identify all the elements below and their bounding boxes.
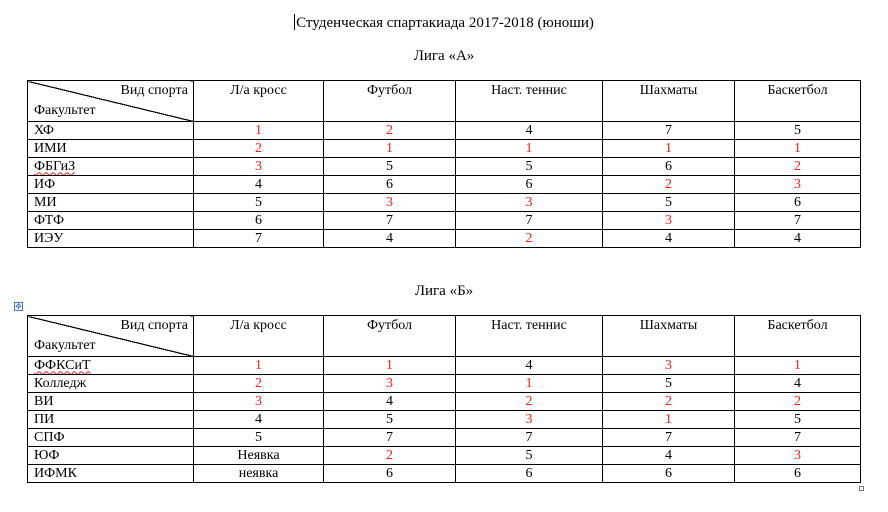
place-cell[interactable]: 7 — [324, 212, 456, 230]
place-cell[interactable]: 6 — [735, 465, 861, 483]
faculty-cell[interactable] — [28, 140, 194, 158]
faculty-cell[interactable] — [28, 429, 194, 447]
faculty-name: ФФКСиТ — [34, 357, 91, 373]
resize-handle-icon[interactable] — [859, 486, 864, 491]
place-cell[interactable]: 2 — [194, 140, 324, 158]
faculty-cell[interactable] — [28, 465, 194, 483]
table-row — [28, 212, 861, 230]
place-cell[interactable]: 2 — [735, 158, 861, 176]
faculty-cell[interactable] — [28, 393, 194, 411]
table-row — [28, 429, 861, 447]
faculty-name: ХФ — [34, 122, 54, 138]
faculty-name: ПИ — [34, 411, 55, 427]
sport-header-label: Вид спорта — [120, 318, 188, 333]
place-cell[interactable]: 5 — [735, 411, 861, 429]
place-cell[interactable]: 4 — [324, 230, 456, 248]
place-cell[interactable]: 3 — [194, 158, 324, 176]
place-cell[interactable]: 7 — [194, 230, 324, 248]
document-title: Студенческая спартакиада 2017-2018 (юноши) — [296, 15, 594, 31]
place-cell[interactable]: 3 — [603, 357, 735, 375]
place-cell[interactable]: 3 — [324, 375, 456, 393]
header-row — [28, 81, 861, 122]
place-cell[interactable]: 6 — [194, 212, 324, 230]
column-header[interactable]: Баскетбол — [735, 316, 861, 357]
faculty-header-label: Факультет — [34, 338, 96, 353]
table-row — [28, 393, 861, 411]
faculty-name: МИ — [34, 194, 57, 210]
faculty-name: ВИ — [34, 393, 54, 409]
table-row — [28, 357, 861, 375]
place-cell[interactable]: 3 — [456, 194, 603, 212]
place-cell[interactable]: 5 — [194, 194, 324, 212]
place-cell[interactable]: 2 — [735, 393, 861, 411]
faculty-name: Колледж — [34, 375, 87, 391]
place-cell[interactable]: 2 — [324, 447, 456, 465]
text-cursor — [294, 14, 295, 30]
place-cell[interactable]: 7 — [735, 429, 861, 447]
place-cell[interactable]: 4 — [324, 393, 456, 411]
faculty-cell[interactable] — [28, 447, 194, 465]
place-cell[interactable]: 4 — [456, 357, 603, 375]
place-cell[interactable]: 1 — [735, 140, 861, 158]
place-cell[interactable]: 7 — [324, 429, 456, 447]
place-cell[interactable]: 7 — [603, 429, 735, 447]
column-header[interactable]: Наст. теннис — [456, 81, 603, 122]
place-cell[interactable]: 4 — [194, 176, 324, 194]
place-cell[interactable]: 1 — [194, 357, 324, 375]
faculty-name: ФТФ — [34, 212, 65, 228]
place-cell[interactable]: 2 — [194, 375, 324, 393]
place-cell[interactable]: 6 — [603, 465, 735, 483]
faculty-name: ИЭУ — [34, 230, 64, 246]
place-cell[interactable]: 3 — [194, 393, 324, 411]
place-cell[interactable]: 6 — [735, 194, 861, 212]
place-cell[interactable]: 5 — [456, 447, 603, 465]
table-row — [28, 122, 861, 140]
column-header[interactable]: Футбол — [324, 81, 456, 122]
table-row — [28, 158, 861, 176]
league-a-title: Лига «А» — [413, 48, 475, 64]
table-row — [28, 447, 861, 465]
faculty-cell[interactable] — [28, 176, 194, 194]
table-row — [28, 375, 861, 393]
place-cell[interactable]: 4 — [603, 447, 735, 465]
header-row — [28, 316, 861, 357]
place-cell[interactable]: 3 — [456, 411, 603, 429]
table-row — [28, 465, 861, 483]
place-cell[interactable]: 1 — [456, 140, 603, 158]
place-cell[interactable]: 3 — [735, 176, 861, 194]
place-cell[interactable]: неявка — [194, 465, 324, 483]
column-header[interactable]: Шахматы — [603, 316, 735, 357]
league-b-table[interactable] — [27, 315, 861, 483]
faculty-cell[interactable] — [28, 411, 194, 429]
place-cell[interactable]: 6 — [603, 158, 735, 176]
diagonal-header-cell[interactable] — [28, 81, 194, 122]
column-header[interactable]: Л/а кросс — [194, 81, 324, 122]
column-header[interactable]: Баскетбол — [735, 81, 861, 122]
sport-header-label: Вид спорта — [120, 83, 188, 98]
league-b-title: Лига «Б» — [414, 283, 474, 299]
table-row — [28, 411, 861, 429]
faculty-cell[interactable] — [28, 230, 194, 248]
place-cell[interactable]: 3 — [324, 194, 456, 212]
column-header[interactable]: Футбол — [324, 316, 456, 357]
place-cell[interactable]: 4 — [603, 230, 735, 248]
faculty-cell[interactable] — [28, 357, 194, 375]
table-row — [28, 230, 861, 248]
faculty-cell[interactable] — [28, 122, 194, 140]
place-cell[interactable]: 5 — [194, 429, 324, 447]
place-cell[interactable]: 2 — [603, 176, 735, 194]
faculty-cell[interactable] — [28, 375, 194, 393]
faculty-cell[interactable] — [28, 212, 194, 230]
place-cell[interactable]: 7 — [456, 212, 603, 230]
place-cell[interactable]: 5 — [735, 122, 861, 140]
table-row — [28, 140, 861, 158]
place-cell[interactable]: 6 — [324, 465, 456, 483]
place-cell[interactable]: 7 — [603, 122, 735, 140]
faculty-cell[interactable] — [28, 158, 194, 176]
place-cell[interactable]: 2 — [456, 393, 603, 411]
faculty-cell[interactable] — [28, 194, 194, 212]
place-cell[interactable]: 6 — [456, 176, 603, 194]
faculty-name: ИФМК — [34, 465, 77, 481]
faculty-name: ЮФ — [34, 447, 60, 463]
move-handle-icon[interactable]: ✥ — [15, 302, 22, 311]
place-cell[interactable]: 6 — [456, 465, 603, 483]
table-row — [28, 194, 861, 212]
faculty-header-label: Факультет — [34, 103, 96, 118]
place-cell[interactable]: 4 — [194, 411, 324, 429]
place-cell[interactable]: 3 — [603, 212, 735, 230]
column-header[interactable]: Шахматы — [603, 81, 735, 122]
place-cell[interactable]: 3 — [735, 447, 861, 465]
faculty-name: ИФ — [34, 176, 56, 192]
place-cell[interactable]: 5 — [603, 194, 735, 212]
faculty-name: ИМИ — [34, 140, 67, 156]
place-cell[interactable]: 5 — [324, 411, 456, 429]
place-cell[interactable]: 1 — [324, 357, 456, 375]
diagonal-header-cell[interactable] — [28, 316, 194, 357]
faculty-name: ФБГиЗ — [34, 158, 76, 174]
column-header[interactable]: Л/а кросс — [194, 316, 324, 357]
place-cell[interactable]: 1 — [456, 375, 603, 393]
place-cell[interactable]: 2 — [456, 230, 603, 248]
table-row — [28, 176, 861, 194]
place-cell[interactable]: 5 — [603, 375, 735, 393]
place-cell[interactable]: 4 — [735, 375, 861, 393]
place-cell[interactable]: 2 — [324, 122, 456, 140]
place-cell[interactable]: 1 — [603, 140, 735, 158]
place-cell[interactable]: 4 — [735, 230, 861, 248]
place-cell[interactable]: 1 — [194, 122, 324, 140]
place-cell[interactable]: 1 — [324, 140, 456, 158]
place-cell[interactable]: 5 — [456, 158, 603, 176]
place-cell[interactable]: Неявка — [194, 447, 324, 465]
place-cell[interactable]: 2 — [603, 393, 735, 411]
league-a-table[interactable] — [27, 80, 861, 248]
place-cell[interactable]: 6 — [324, 176, 456, 194]
place-cell[interactable]: 7 — [735, 212, 861, 230]
place-cell[interactable]: 1 — [603, 411, 735, 429]
place-cell[interactable]: 5 — [324, 158, 456, 176]
place-cell[interactable]: 7 — [456, 429, 603, 447]
place-cell[interactable]: 4 — [456, 122, 603, 140]
faculty-name: СПФ — [34, 429, 65, 445]
column-header[interactable]: Наст. теннис — [456, 316, 603, 357]
place-cell[interactable]: 1 — [735, 357, 861, 375]
